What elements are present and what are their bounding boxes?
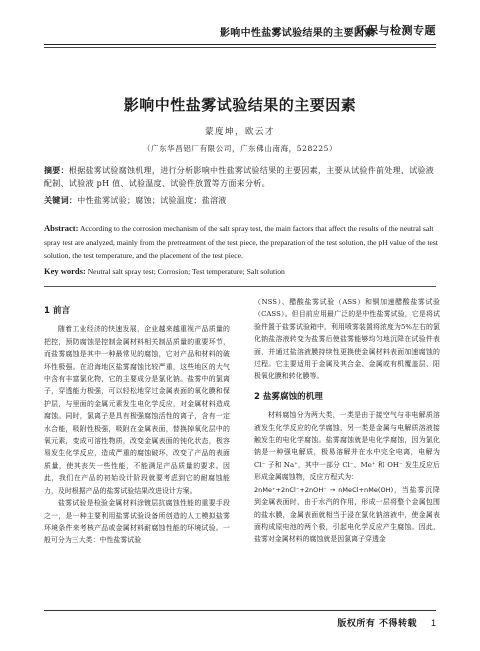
section-2-heading: 2 盐雾腐蚀的机理 (254, 391, 323, 402)
keywords-cn (44, 194, 439, 207)
keywords-en (44, 265, 439, 278)
reaction-equation: 2nMe⁺+2nCl⁻+2nOH⁻ → nMeCl+nMe(OH) (254, 485, 394, 494)
section-2-paragraph-1: 材料腐蚀分为两大类，一类是由于接空气与非电解质溶液发生化学反应的化学腐蚀，另一类是金属与电解质溶液接触发生的电化学腐蚀。盐雾腐蚀就是电化学腐蚀，因为氯化钠是一种强电解质，极易溶解并在水中完全电离，电解为 Cl⁻ 子和 Na⁺，其中一部分 Cl⁻、Me⁺ 和 OH⁻ 发生反应后形成金属腐蚀物，反应方程式为： (254, 411, 440, 482)
section-1-paragraph-3: （NSS）、醋酸盐雾试验（ASS）和铜加速醋酸盐雾试验（CASS）。但目前应用最广泛的是中性盐雾试验，它是将试验件置于盐雾试验箱中，利用喷雾装置将浓度为5%左右的氯化钠盐溶液转变为盐雾后使盐雾能够均匀地沉降在试验件表面，并通过盐溶液膜持续性更换使金属材料表面加速腐蚀的过程。它主要适用于金属及其合金、金属或有机覆盖层、阳极氧化膜和转化膜等。 (254, 298, 440, 381)
page-number: 1 (430, 618, 436, 628)
section-2-paragraph-2: 2nMe⁺+2nCl⁻+2nOH⁻ → nMeCl+nMe(OH)，当盐雾沉降到金属表面时，由于水汽的作用，形成一层将整个金属包围的盐水膜，金属表面就相当于浸在氯化钠溶液中，使金属表面构成原电池的两个极，引起电化学反应产生腐蚀。因此，盐雾对金属材料的腐蚀就是因氯离子穿透金 (254, 485, 440, 544)
section-1-heading: 1 前言 (44, 306, 71, 316)
authors: 蒙度坤，欧云才 (204, 127, 275, 137)
article-title: 影响中性盐雾试验结果的主要因素 (123, 96, 357, 114)
header-rule-thin (44, 47, 436, 48)
abstract-cn (44, 164, 439, 190)
body-column-right (254, 296, 440, 546)
abstract-divider (44, 286, 436, 287)
running-title: 影响中性盐雾试验结果的主要因素 (220, 28, 375, 39)
running-header (44, 22, 436, 40)
section-1-paragraph-1: 随着工业经济的快速发展，企业越来越重视产品质量的把控，预防腐蚀是控制金属材料相关制品质量的重要环节，而盐雾腐蚀是其中一种最常见的腐蚀，它对产品和材料的破坏性极强。在沿海地区盐雾腐蚀比较严重，这些地区的大气中含有丰富氯化物，它的主要成分是氯化钠。盐雾中的氯离子，穿透能力极强，可以轻松地穿过金属表面的氧化膜和保护层，与里面的金属元素发生电化学反应，对金属材料造成腐蚀。同时，氯离子是具有极强腐蚀活性的离子，含有一定水合能，吸附性极强，吸附在金属表面，替换掉氧化层中的氧元素，变成可溶性物质，改变金属表面的钝化状态，极容易发生化学反应，造成严重的腐蚀破坏，改变了产品的表面质量，使其丧失一些性能，不能满足产品质量的要求。因此，我们在产品的初始设计阶段就要考虑到它的耐腐蚀能力，及时根据产品的盐雾试验结果改进设计方案。 (44, 325, 230, 495)
keywords-cn-label: 关键词： (44, 195, 78, 205)
copyright-notice: 版权所有 不得转载 (337, 619, 417, 629)
keywords-en-text: Neutral salt spray test; Corrosion; Test temperature; Salt solution (87, 267, 285, 276)
abstract-cn-text: 根据盐雾试验腐蚀机理，进行分析影响中性盐雾试验结果的主要因素，主要从试验件前处理、试验液配制、试验液 pH 值、试验温度、试验件放置等方面来分析。 (44, 166, 435, 188)
body-column-left (44, 305, 230, 547)
page-footer (337, 616, 436, 629)
abstract-cn-label: 摘要： (44, 165, 69, 175)
abstract-en-text: According to the corrosion mechanism of the salt spray test, the main factors that affect the results of the neutral salt spray test are analyzed, mainly from the pretreatment of the test piece, the preparation of the test solution, the pH value of the test solution, the test temperature, and the placement of the test piece. (44, 224, 438, 260)
keywords-en-label: Key words: (44, 266, 86, 276)
affiliation: （广东华昌铝厂有限公司，广东佛山南海，528225） (142, 144, 338, 153)
abstract-en (44, 222, 439, 263)
section-1-paragraph-2: 盐雾试验是检验金属材料涂镀层抗腐蚀性能的重要手段之一，是一种主要利用盐雾试验设备所创造的人工模拟盐雾环境条件来考核产品或金属材料耐腐蚀性能的环境试验。一般可分为三大类：中性盐雾试验 (44, 499, 230, 545)
abstract-en-label: Abstract: (44, 223, 79, 233)
footer-rule (44, 610, 436, 611)
keywords-cn-text: 中性盐雾试验；腐蚀；试验温度；盐溶液 (77, 196, 227, 205)
header-rule (44, 44, 436, 45)
journal-section: 环保与检测专题 (355, 24, 436, 37)
section-2-paragraph-2-text: 当盐雾沉降到金属表面时，由于水汽的作用，形成一层将整个金属包围的盐水膜，金属表面就相当于浸在氯化钠溶液中，使金属表面构成原电池的两个极，引起电化学反应产生腐蚀。因此，盐雾对金属材料的腐蚀就是因氯离子穿透金 (254, 485, 440, 544)
